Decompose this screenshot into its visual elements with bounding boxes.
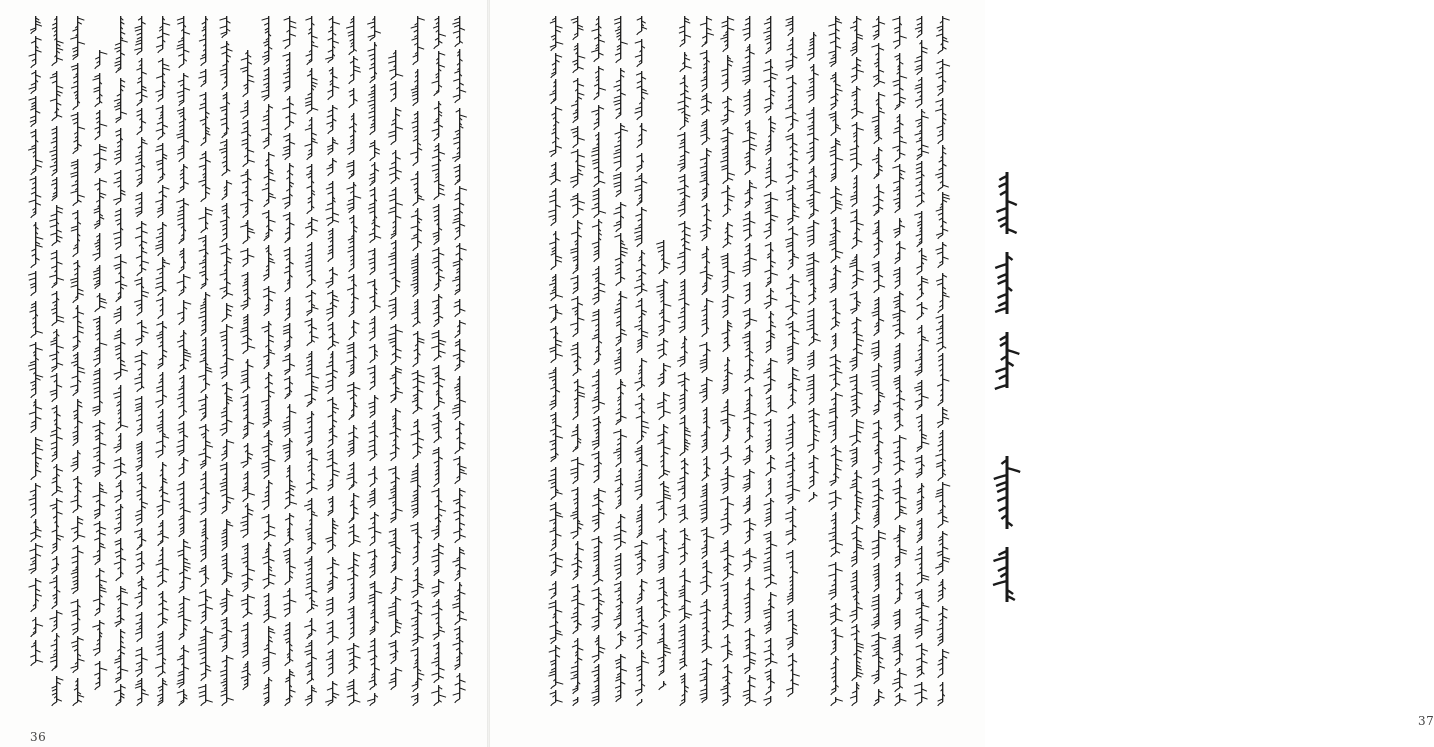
text-line	[176, 14, 190, 704]
text-line	[742, 14, 756, 704]
left-page-number: 36	[30, 730, 47, 744]
text-line	[591, 14, 605, 704]
text-line	[431, 14, 445, 704]
chapter-subtitle-glyph	[990, 452, 1020, 606]
text-line	[388, 48, 402, 688]
text-line	[367, 14, 381, 704]
text-line	[410, 14, 424, 704]
text-line	[871, 14, 885, 704]
text-line	[198, 14, 212, 704]
text-line	[134, 14, 148, 704]
text-line	[261, 14, 275, 704]
text-line	[548, 14, 562, 704]
text-line	[613, 14, 627, 704]
text-line	[785, 14, 799, 704]
text-line	[49, 14, 63, 704]
text-line	[325, 14, 339, 704]
text-line	[282, 14, 296, 704]
text-line	[240, 48, 254, 688]
chapter-title-glyph	[990, 168, 1020, 392]
text-line	[849, 14, 863, 704]
text-line	[828, 14, 842, 704]
text-line	[219, 14, 233, 704]
text-line	[806, 30, 820, 500]
text-line	[720, 14, 734, 704]
text-line	[634, 14, 648, 704]
text-line	[570, 14, 584, 704]
text-line	[656, 238, 670, 688]
text-line	[155, 14, 169, 704]
text-line	[92, 48, 106, 688]
text-line	[935, 14, 949, 704]
text-line	[28, 14, 42, 664]
text-line	[304, 14, 318, 704]
right-page-number: 37	[1418, 714, 1434, 728]
text-line	[914, 14, 928, 704]
text-line	[70, 14, 84, 704]
text-line	[452, 14, 466, 704]
text-line	[677, 14, 691, 704]
text-line	[763, 14, 777, 704]
left-page	[0, 0, 488, 747]
right-page	[490, 0, 1434, 747]
text-line	[346, 14, 360, 704]
text-line	[113, 14, 127, 704]
text-line	[699, 14, 713, 704]
text-line	[892, 14, 906, 704]
